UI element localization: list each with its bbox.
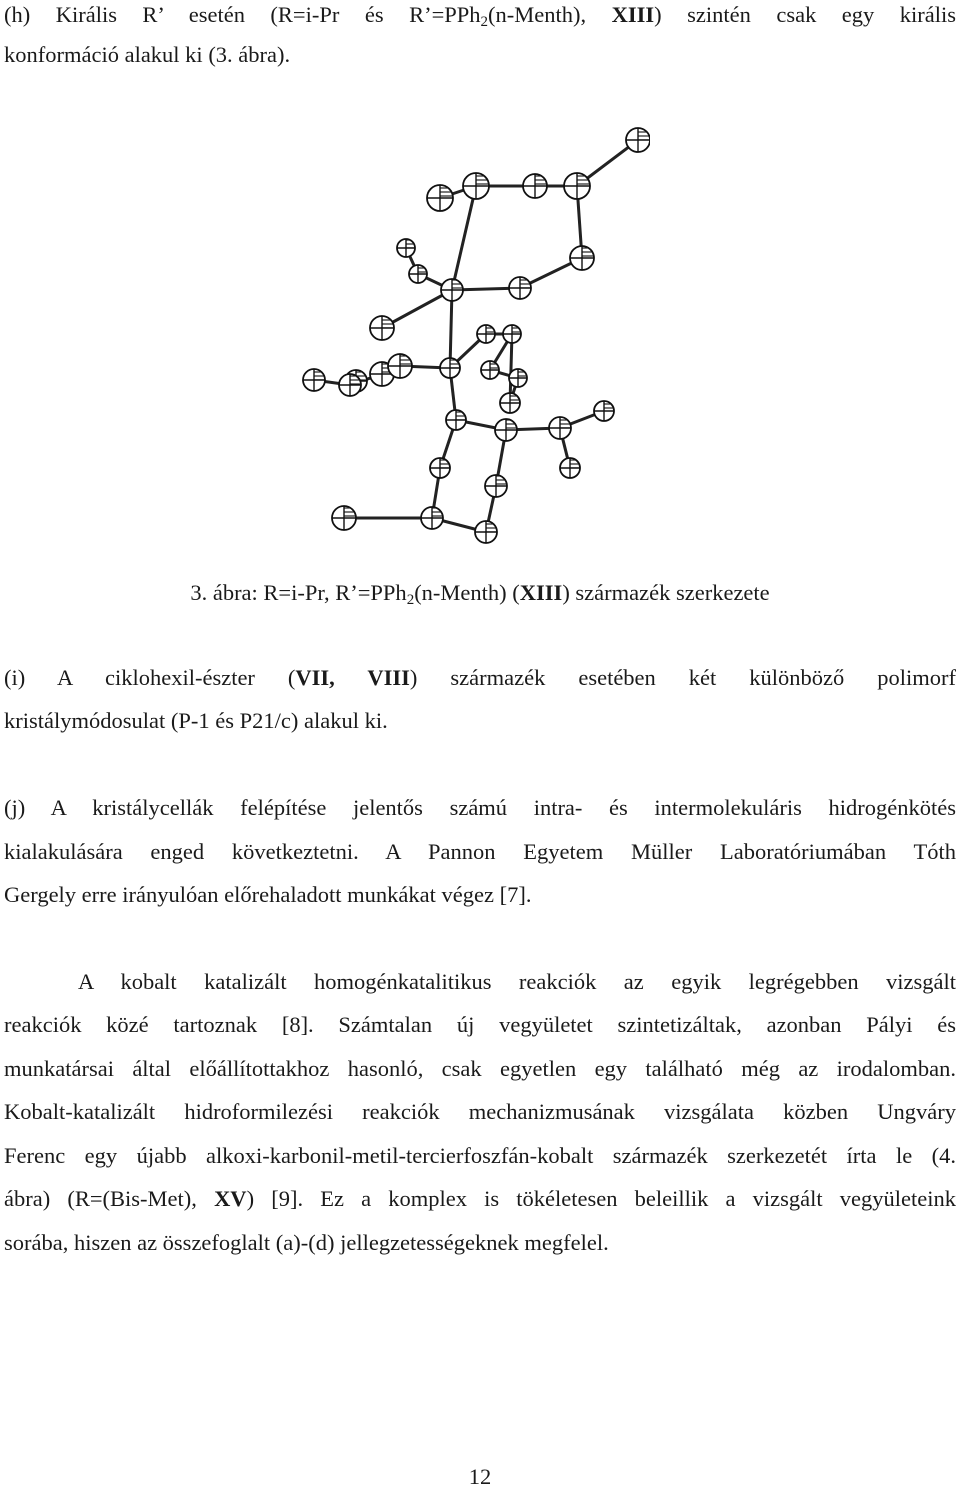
para-k-line-3: munkatársai által előállítottakhoz hasonló, csak egyetlen egy található még az irodalomban.	[4, 1056, 956, 1081]
atom-8	[397, 239, 415, 257]
atom-13	[339, 374, 361, 396]
atom-20	[509, 369, 527, 387]
para-j-line-1: (j) A kristálycellák felépítése jelentős számú intra- és intermolekuláris hidrogénkötés	[4, 795, 956, 820]
para-h-line-2: konformáció alakul ki (3. ábra).	[4, 42, 291, 67]
atom-9	[409, 265, 427, 283]
atom-17	[477, 325, 495, 343]
atom-24	[549, 417, 571, 439]
atom-18	[503, 325, 521, 343]
atom-5	[570, 246, 594, 270]
bond-5	[452, 186, 476, 290]
atom-30	[421, 507, 443, 529]
para-k-line-5: Ferenc egy újabb alkoxi-karbonil-metil-tercierfoszfán-kobalt származék szerkezetét írta le (4.	[4, 1143, 956, 1168]
atom-29	[475, 521, 497, 543]
atom-12	[303, 369, 325, 391]
atom-16	[440, 358, 460, 378]
molecular-structure-figure	[290, 118, 650, 558]
atom-6	[509, 277, 531, 299]
para-i-line-1: (i) A ciklohexil-észter (VII, VIII) származék esetében két különböző polimorf	[4, 665, 956, 690]
atom-19	[481, 361, 499, 379]
atom-23	[495, 419, 517, 441]
para-k-line-1: A kobalt katalizált homogénkatalitikus reakciók az egyik legrégebben vizsgált	[78, 969, 956, 994]
atom-25	[594, 401, 614, 421]
para-k-line-2: reakciók közé tartoznak [8]. Számtalan új vegyületet szintetizáltak, azonban Pályi és	[4, 1012, 956, 1037]
atom-2	[523, 174, 547, 198]
atom-4	[427, 185, 453, 211]
para-j-line-2: kialakulására enged következtetni. A Pannon Egyetem Müller Laboratóriumában Tóth	[4, 839, 956, 864]
para-k-line-4: Kobalt-katalizált hidroformilezési reakciók mechanizmusának vizsgálata közben Ungváry	[4, 1099, 956, 1124]
atom-22	[446, 410, 466, 430]
atom-26	[560, 458, 580, 478]
page-number: 12	[468, 1464, 492, 1489]
atom-21	[500, 393, 520, 413]
atom-1	[564, 173, 590, 199]
para-j-line-3: Gergely erre irányulóan előrehaladott munkákat végez [7].	[4, 882, 532, 907]
atom-27	[430, 458, 450, 478]
atom-28	[485, 475, 507, 497]
atom-3	[463, 173, 489, 199]
caption-label: 3. ábra:	[190, 580, 258, 605]
para-k-line-7: sorába, hiszen az összefoglalt (a)-(d) jellegzetességeknek megfelel.	[4, 1230, 609, 1255]
atom-10	[370, 316, 394, 340]
figure-caption: 3. ábra: R=i-Pr, R’=PPh$_2$(n-Menth) (XIII) származék szerkezete	[190, 580, 770, 608]
atom-15	[388, 354, 412, 378]
atom-0	[626, 128, 650, 152]
atom-31	[332, 506, 356, 530]
para-k-line-6: ábra) (R=(Bis-Met), XV) [9]. Ez a komplex is tökéletesen beleillik a vizsgált vegyületeink	[4, 1186, 956, 1211]
para-h-line-1: (h) Királis R’ esetén (R=i-Pr és R’=PPh$_2$(n-Menth), XIII) szintén csak egy királis	[4, 2, 956, 30]
para-i-line-2: kristálymódosulat (P-1 és P21/c) alakul ki.	[4, 708, 388, 733]
atom-7	[441, 279, 463, 301]
